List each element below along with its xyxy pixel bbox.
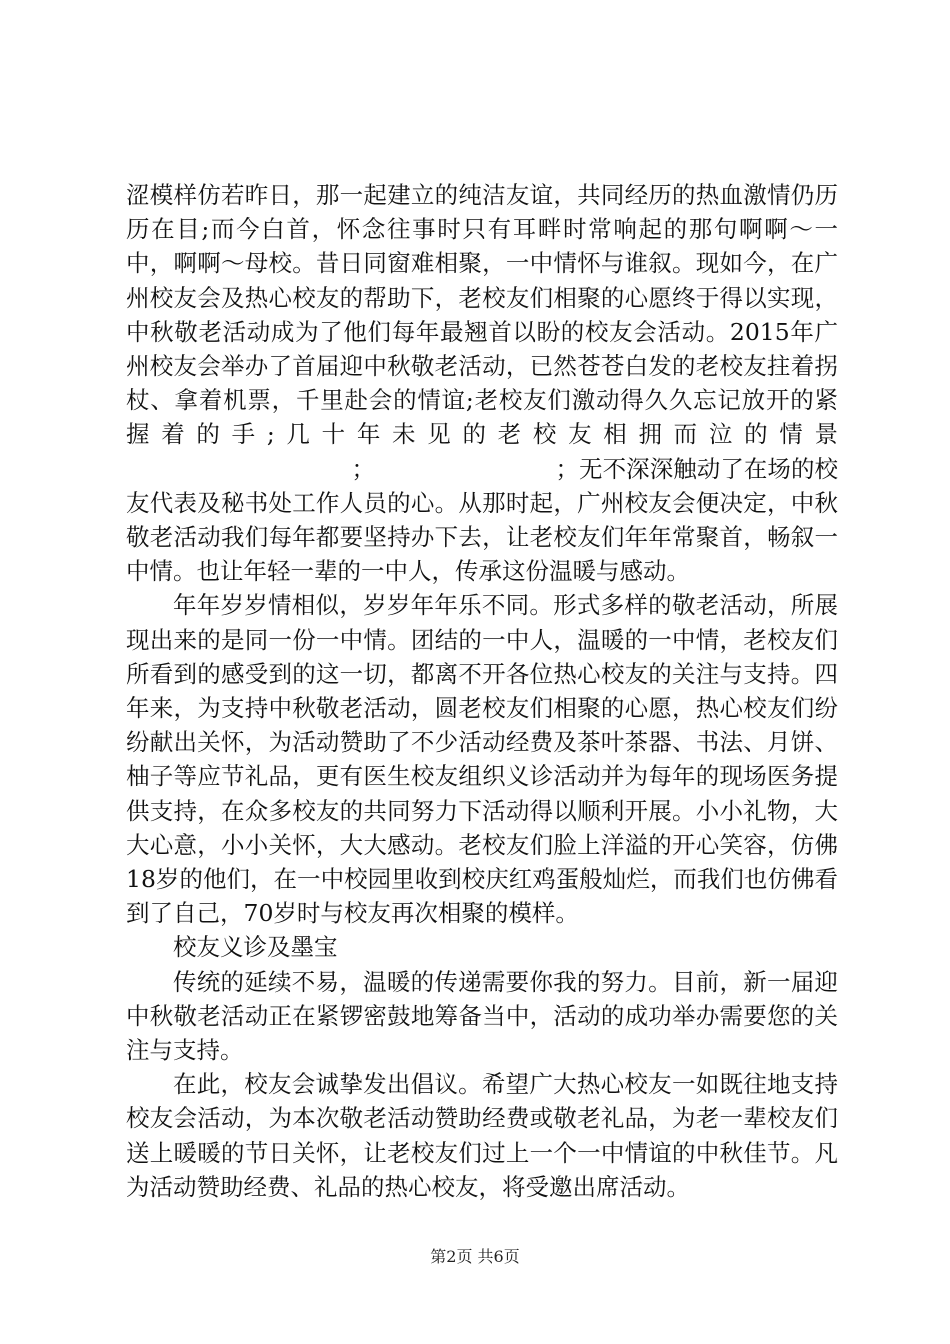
paragraph-1-text: 涩模样仿若昨日，那一起建立的纯洁友谊，共同经历的热血激情仍历历在目;而今白首，怀念往事时只有耳畔时常响起的那句啊啊～一中，啊啊～母校。昔日同窗难相聚，一中情怀与谁叙。现如今，在广州校友会及热心校友的帮助下，老校友们相聚的心愿终于得以实现，中秋敬老活动成为了他们每年最翘首以盼的校友会活动。2015年广州校友会举办了首届迎中秋敬老活动，已然苍苍白发的老校友拄着拐杖、拿着机票，千里赴会的情谊;老校友们激动得久久忘记放开的紧握着的手;几十年未见的老校友相拥而泣的情景 (126, 181, 838, 449)
paragraph-1 (126, 178, 838, 588)
paragraph-1-gap-mark-1: ； (351, 454, 376, 483)
page-number-label: 第2页 共6页 (430, 1247, 520, 1266)
page-footer (0, 1244, 950, 1267)
paragraph-1-gap-mark-2: ；无 (555, 454, 603, 483)
paragraph-2: 年年岁岁情相似，岁岁年年乐不同。形式多样的敬老活动，所展现出来的是同一份一中情。团结的一中人，温暖的一中情，老校友们所看到的感受到的这一切，都离不开各位热心校友的关注与支持。四年来，为支持中秋敬老活动，圆老校友们相聚的心愿，热心校友们纷纷献出关怀，为活动赞助了不少活动经费及茶叶茶器、书法、月饼、柚子等应节礼品，更有医生校友组织义诊活动并为每年的现场医务提供支持，在众多校友的共同努力下活动得以顺利开展。小小礼物，大大心意，小小关怀，大大感动。老校友们脸上洋溢的开心笑容，仿佛18岁的他们，在一中校园里收到校庆红鸡蛋般灿烂，而我们也仿佛看到了自己，70岁时与校友再次相聚的模样。 (126, 591, 838, 928)
paragraph-5: 在此，校友会诚挚发出倡议。希望广大热心校友一如既往地支持校友会活动，为本次敬老活动赞助经费或敬老礼品，为老一辈校友们送上暖暖的节日关怀，让老校友们过上一个一中情谊的中秋佳节。凡为活动赞助经费、礼品的热心校友，将受邀出席活动。 (126, 1070, 838, 1201)
paragraph-4: 传统的延续不易，温暖的传递需要你我的努力。目前，新一届迎中秋敬老活动正在紧锣密鼓地筹备当中，活动的成功举办需要您的关注与支持。 (126, 967, 838, 1065)
paragraph-1-tail: 不深深触动了在场的校友代表及秘书处工作人员的心。从那时起，广州校友会便决定，中秋敬老活动我们每年都要坚持办下去，让老校友们年年常聚首，畅叙一中情。也让年轻一辈的一中人，传承这份温暖与感动。 (126, 454, 839, 586)
paragraph-3-caption: 校友义诊及墨宝 (173, 933, 338, 962)
document-body (126, 178, 838, 1204)
